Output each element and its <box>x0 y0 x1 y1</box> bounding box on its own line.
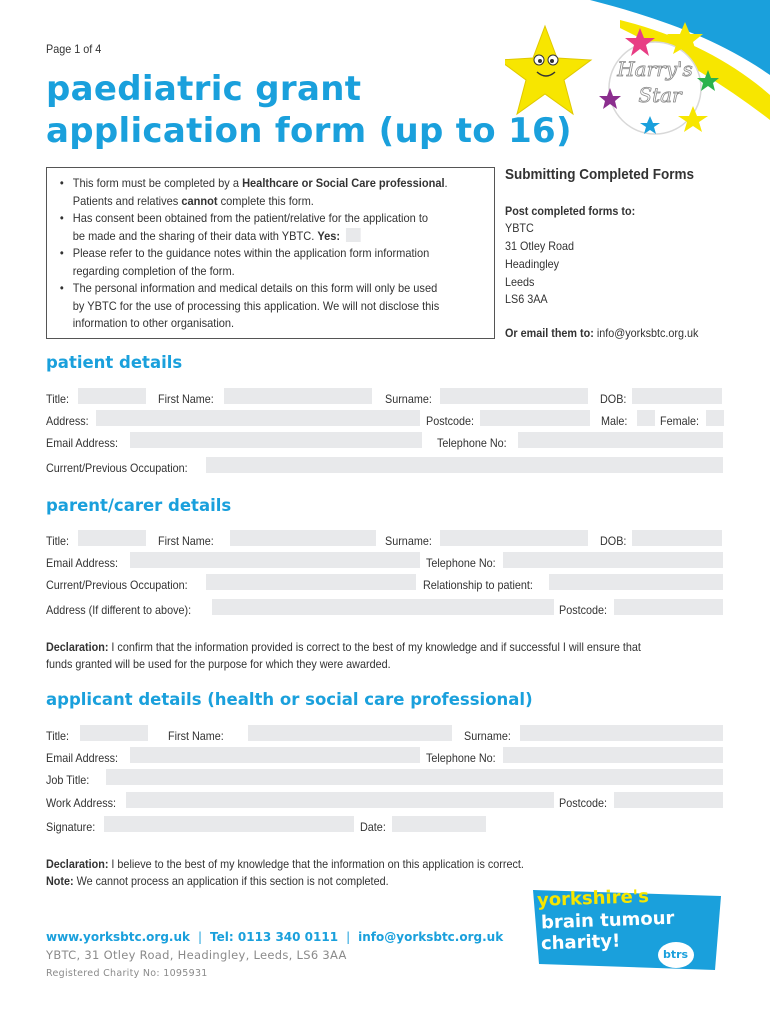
patient-dob-field[interactable] <box>632 388 722 404</box>
footer-website-link[interactable]: www.yorksbtc.org.uk <box>46 930 190 944</box>
patient-postcode-field[interactable] <box>480 410 590 426</box>
parent-title-label: Title: <box>46 534 70 548</box>
info-bullet: • Please refer to the guidance notes within the application form information regarding completion of the form. <box>58 245 486 280</box>
patient-male-checkbox[interactable] <box>637 410 655 426</box>
consent-yes-checkbox[interactable] <box>346 228 361 242</box>
submit-email-link[interactable]: info@yorksbtc.org.uk <box>596 326 699 340</box>
page-title-line1: paediatric grant <box>46 69 362 109</box>
applicant-work-address-label: Work Address: <box>46 796 117 810</box>
patient-title-field[interactable] <box>78 388 146 404</box>
parent-first-name-field[interactable] <box>230 530 376 546</box>
charity-logo-line3: charity! <box>540 930 621 955</box>
applicant-job-title-field[interactable] <box>106 769 723 785</box>
patient-occupation-field[interactable] <box>206 457 723 473</box>
page-title-line2: application form (up to 16) <box>46 111 572 151</box>
patient-email-label: Email Address: <box>46 436 119 450</box>
parent-address-label: Address (If different to above): <box>46 603 192 617</box>
patient-surname-label: Surname: <box>385 392 432 406</box>
footer-separator: | <box>346 930 351 944</box>
patient-occupation-label: Current/Previous Occupation: <box>46 461 188 475</box>
addr-line: Leeds <box>505 275 535 289</box>
applicant-email-label: Email Address: <box>46 751 119 765</box>
info-bullet: • The personal information and medical details on this form will only be used by YBTC for the use of processing this application. We will not disclose this information to other organisation. <box>58 280 486 333</box>
info-list <box>58 175 488 333</box>
applicant-job-title-label: Job Title: <box>46 773 90 787</box>
applicant-signature-label: Signature: <box>46 820 96 834</box>
addr-line: YBTC <box>505 221 534 235</box>
patient-address-label: Address: <box>46 414 89 428</box>
patient-first-name-field[interactable] <box>224 388 372 404</box>
patient-telephone-label: Telephone No: <box>437 436 507 450</box>
applicant-email-field[interactable] <box>130 747 420 763</box>
post-label: Post completed forms to: <box>505 204 636 218</box>
addr-line: LS6 3AA <box>505 292 548 306</box>
parent-surname-label: Surname: <box>385 534 432 548</box>
applicant-heading: applicant details (health or social care professional) <box>46 690 533 709</box>
parent-surname-field[interactable] <box>440 530 588 546</box>
patient-first-name-label: First Name: <box>158 392 214 406</box>
parent-relationship-label: Relationship to patient: <box>423 578 533 592</box>
footer-registered-charity: Registered Charity No: 1095931 <box>46 968 208 979</box>
info-bullet: • Has consent been obtained from the patient/relative for the application to be made and the sharing of their data with YBTC. Yes: <box>58 210 486 245</box>
applicant-title-label: Title: <box>46 729 70 743</box>
addr-line: 31 Otley Road <box>505 239 575 253</box>
svg-text:Star: Star <box>638 83 682 107</box>
submit-title: Submitting Completed Forms <box>505 166 694 183</box>
footer-email-link[interactable]: info@yorksbtc.org.uk <box>358 930 504 944</box>
parent-occupation-field[interactable] <box>206 574 416 590</box>
btrs-badge-text: btrs <box>663 948 689 961</box>
applicant-date-label: Date: <box>360 820 386 834</box>
applicant-postcode-field[interactable] <box>614 792 723 808</box>
addr-line: Headingley <box>505 257 560 271</box>
applicant-signature-field[interactable] <box>104 816 354 832</box>
patient-heading: patient details <box>46 353 183 372</box>
parent-first-name-label: First Name: <box>158 534 214 548</box>
footer-address: YBTC, 31 Otley Road, Headingley, Leeds, LS6 3AA <box>46 948 347 962</box>
parent-email-label: Email Address: <box>46 556 119 570</box>
footer-tel: Tel: 0113 340 0111 <box>210 930 339 944</box>
charity-logo-line2: brain tumour <box>540 907 675 934</box>
patient-email-field[interactable] <box>130 432 422 448</box>
applicant-surname-field[interactable] <box>520 725 723 741</box>
parent-heading: parent/carer details <box>46 496 232 515</box>
patient-female-label: Female: <box>660 414 700 428</box>
applicant-first-name-field[interactable] <box>248 725 452 741</box>
info-bullet: • This form must be completed by a Healthcare or Social Care professional. Patients and relatives cannot complete this form. <box>58 175 486 210</box>
page-label: Page 1 of 4 <box>46 42 102 56</box>
applicant-telephone-field[interactable] <box>503 747 723 763</box>
harrys-star-text: Harry's <box>617 57 693 81</box>
applicant-date-field[interactable] <box>392 816 486 832</box>
parent-email-field[interactable] <box>130 552 420 568</box>
patient-female-checkbox[interactable] <box>706 410 724 426</box>
charity-logo <box>525 884 725 974</box>
parent-dob-field[interactable] <box>632 530 722 546</box>
parent-occupation-label: Current/Previous Occupation: <box>46 578 188 592</box>
footer-links <box>46 930 503 944</box>
applicant-work-address-field[interactable] <box>126 792 554 808</box>
parent-telephone-label: Telephone No: <box>426 556 496 570</box>
parent-dob-label: DOB: <box>600 534 627 548</box>
applicant-title-field[interactable] <box>80 725 148 741</box>
parent-title-field[interactable] <box>78 530 146 546</box>
parent-postcode-field[interactable] <box>614 599 723 615</box>
declaration-confirm: Declaration: I confirm that the information provided is correct to the best of my knowledge and if successful I will ensure that funds granted will be used for the purpose for which they were awarded. <box>46 640 641 671</box>
patient-postcode-label: Postcode: <box>426 414 475 428</box>
applicant-postcode-label: Postcode: <box>559 796 608 810</box>
parent-relationship-field[interactable] <box>549 574 723 590</box>
patient-telephone-field[interactable] <box>518 432 723 448</box>
email-line: Or email them to: info@yorksbtc.org.uk <box>505 326 699 340</box>
patient-dob-label: DOB: <box>600 392 627 406</box>
applicant-telephone-label: Telephone No: <box>426 751 496 765</box>
footer-separator: | <box>198 930 203 944</box>
patient-title-label: Title: <box>46 392 70 406</box>
parent-address-field[interactable] <box>212 599 554 615</box>
declaration-believe: Declaration: I believe to the best of my knowledge that the information on this application is correct. Note: We cannot process an application if this section is not completed. <box>46 857 524 888</box>
charity-logo-line1: yorkshire's <box>536 886 650 911</box>
patient-male-label: Male: <box>601 414 628 428</box>
applicant-surname-label: Surname: <box>464 729 511 743</box>
applicant-first-name-label: First Name: <box>168 729 224 743</box>
patient-address-field[interactable] <box>96 410 420 426</box>
parent-telephone-field[interactable] <box>503 552 723 568</box>
parent-postcode-label: Postcode: <box>559 603 608 617</box>
patient-surname-field[interactable] <box>440 388 588 404</box>
